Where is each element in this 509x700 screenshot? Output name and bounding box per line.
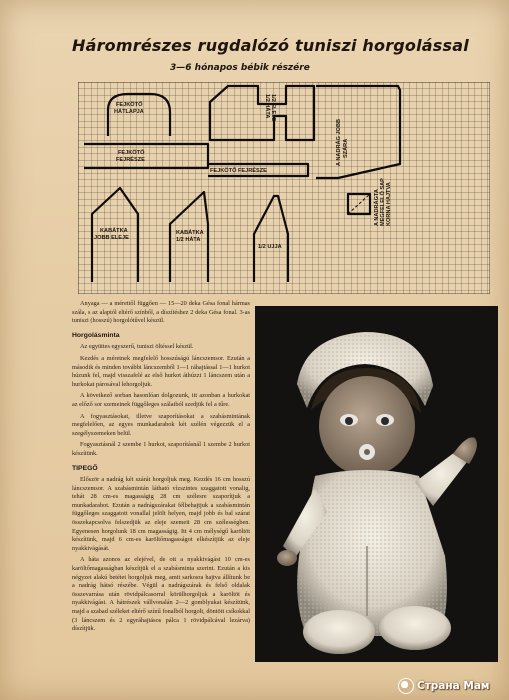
article-text — [72, 300, 250, 637]
page-title: Háromrészes rugdalózó tuniszi horgolással — [72, 36, 469, 55]
label-hood-top: FEJKÖTŐ HÁTLAPJA — [114, 102, 144, 115]
watermark-text: Страна Мам — [417, 680, 490, 692]
section-heading-horgolasminta: Horgolásminta — [72, 331, 120, 339]
intro-paragraph: Anyaga — a mérettől függően — 15—20 deka Gésa fonal hármas szála, s az alaptól eltérő színből, a díszítéshez 2 deka Gésa fonal. 3-as tuniszi (hosszú) horgolótűvel készül. — [72, 300, 250, 325]
label-shoe: A NADRÁGTAMEGFELELŐ SAPKORNA HAJTVA — [374, 178, 392, 226]
paragraph: Fogyasztásnál 2 szembe 1 hurkot, szaporításnál 1 szembe 2 hurkot készítünk. — [72, 441, 250, 457]
label-jacket-back: KABÁTKA 1/2 HÁTA — [176, 230, 204, 243]
pattern-diagram — [78, 82, 490, 294]
page-subtitle: 3—6 hónapos bébik részére — [170, 63, 310, 73]
section-heading-tipego: TIPEGŐ — [72, 464, 98, 472]
paragraph: Kezdés a méretnek megfelelő hosszúságú láncszemsor. Ezután a második és minden további láncszemből 1—1 ráhajtással 1—1 hurkot húzunk fel, majd visszafelé az első hurkot áthúzzt 1 láncszem után a hurkokat párosával lehorgoljuk. — [72, 354, 250, 388]
stranamam-logo-icon — [398, 678, 414, 694]
label-sleeve: 1/2 UJJA — [258, 244, 282, 250]
doll-illustration — [255, 306, 498, 662]
label-hood-side: FEJKÖTŐ FEJRÉSZE — [116, 150, 145, 163]
doll-photo — [255, 306, 498, 662]
label-jacket-front: KABÁTKA JOBB ELEJE — [94, 228, 129, 241]
label-hood-band: FEJKÖTŐ FEJRÉSZE — [210, 168, 267, 174]
paragraph: A fogyasztásokat, illetve szaporításokat a szabásmintának megfelelően, az egyes munkadarabok két szélén végezzük el a szegélyszemeken belül. — [72, 412, 250, 437]
label-pants-leg: A NADRÁG JOBBSZÁRA — [336, 118, 349, 166]
paragraph: A háta azonos az elejével, de ott a nyakkivágást 10 cm-es karöltőmagasságban készítjük el a szabásminta szerint. Ezután a kis négyzet alakú betétet horgoljuk meg, amit sarkosra hajtva állítunk be a nadrág hátsó részébe. Végül a nadrágszárak és felső oldalak összevarrása után rövidpálcasorral körülhorgoljuk a karöltöt és nyakkivágást. A hátrészek vállvonalán 2—2 gomblyukat készítünk, majd a szabad széleket eltérő színű fonalból horgolt, döntött csíkokkal (3 láncszem és 2 egyráhajtásos pálca 1 rövidpálcával lezárva) díszítjük. — [72, 556, 250, 633]
paragraph: A következő sorban hasonlóan dolgozunk, itt azonban a hurkokat az előző sor szemeinek függőleges szálaiból szedjük fel a tűre. — [72, 392, 250, 408]
site-watermark — [398, 676, 502, 696]
paragraph: Az együttes egyszerű, tuniszi öltéssel készül. — [80, 343, 194, 351]
paragraph: Először a nadrág két szárát horgoljuk meg. Kezdés 16 cm hosszú láncszemsor. A szabásmintán látható vízszintes szaggatott vonalig, tehát 28 cm-es magasságig 28 cm szélesre szaporítjuk a munkadarabot. Ezután a nadrágszárakat félbehajtjuk a szabásmintán függőleges szaggatott vonallal jelölt helyen, majd jobb és bal szárat összekapcsolva felszedjük az eleje szemeit 28 cm szélességben. Egyenesen horgolunk 18 cm magasságig. Itt 4 cm mélységű karöltöt készítünk, majd 6 cm-es karöltőmagasságot elkészítjük az eleje nyakkivágását. — [72, 476, 250, 552]
label-pants-front: 1/2 ELEJE1/2 HÁTA — [264, 94, 276, 122]
